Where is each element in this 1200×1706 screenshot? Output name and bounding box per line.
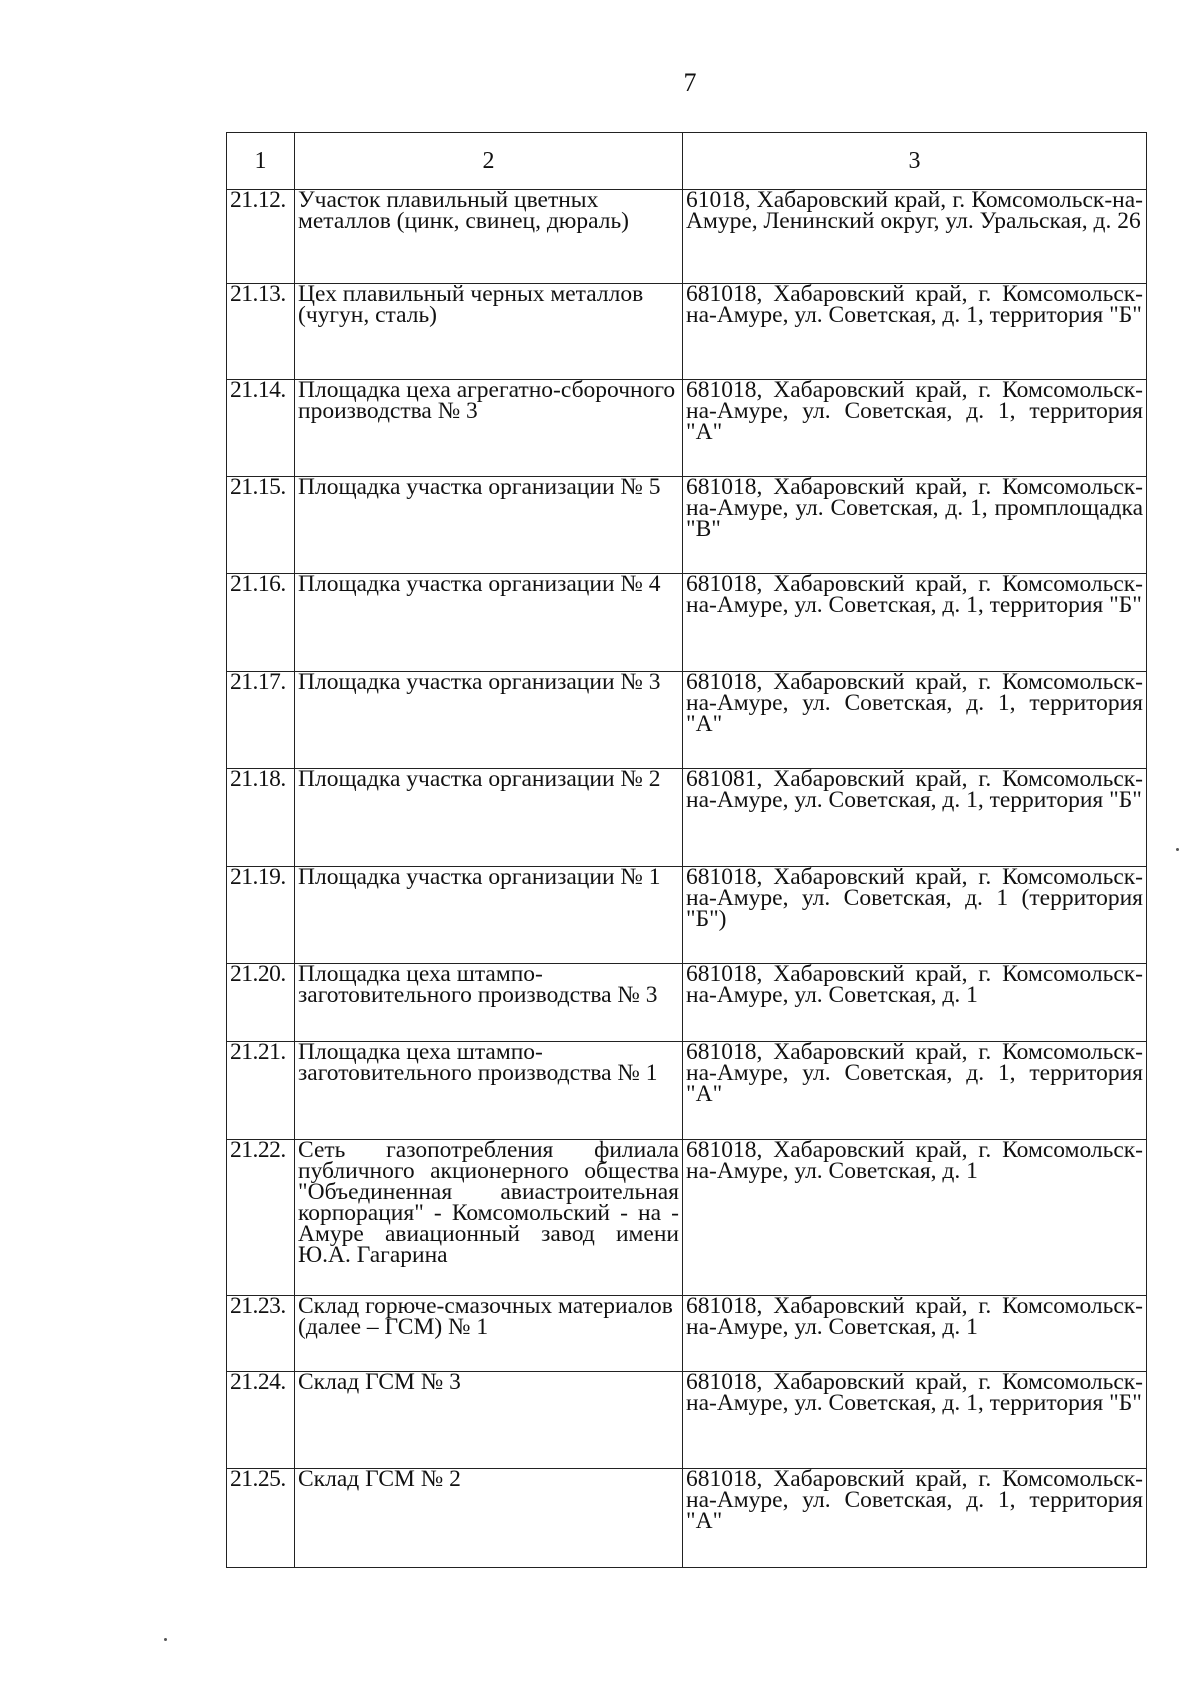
facility-address: 681018, Хабаровский край, г. Комсомольск-на-Амуре, ул. Советская, д. 1, территория "А" xyxy=(683,1469,1147,1568)
row-number: 21.17. xyxy=(227,672,295,769)
header-col-2: 2 xyxy=(295,133,683,190)
facilities-table xyxy=(226,132,1147,1568)
facility-address: 61018, Хабаровский край, г. Комсомольск-на-Амуре, Ленинский округ, ул. Уральская, д. 26 xyxy=(683,190,1147,284)
facility-name: Участок плавильный цветных металлов (цинк, свинец, дюраль) xyxy=(295,190,683,284)
facility-address: 681018, Хабаровский край, г. Комсомольск-на-Амуре, ул. Советская, д. 1, территория "А" xyxy=(683,1042,1147,1140)
facility-address: 681018, Хабаровский край, г. Комсомольск-на-Амуре, ул. Советская, д. 1 xyxy=(683,1296,1147,1372)
facility-address: 681018, Хабаровский край, г. Комсомольск-на-Амуре, ул. Советская, д. 1 xyxy=(683,1140,1147,1296)
row-number: 21.19. xyxy=(227,867,295,964)
table-row xyxy=(227,672,1147,769)
row-number: 21.23. xyxy=(227,1296,295,1372)
facility-name: Склад горюче-смазочных материалов (далее – ГСМ) № 1 xyxy=(295,1296,683,1372)
facility-name: Склад ГСМ № 2 xyxy=(295,1469,683,1568)
facility-name: Площадка участка организации № 1 xyxy=(295,867,683,964)
row-number: 21.16. xyxy=(227,574,295,672)
facility-name: Площадка участка организации № 2 xyxy=(295,769,683,867)
facility-name: Площадка участка организации № 5 xyxy=(295,477,683,574)
table-row xyxy=(227,867,1147,964)
table-row xyxy=(227,190,1147,284)
table-row xyxy=(227,477,1147,574)
table-row xyxy=(227,1042,1147,1140)
row-number: 21.15. xyxy=(227,477,295,574)
facility-name: Цех плавильный черных металлов (чугун, сталь) xyxy=(295,284,683,380)
row-number: 21.12. xyxy=(227,190,295,284)
facility-address: 681081, Хабаровский край, г. Комсомольск-на-Амуре, ул. Советская, д. 1, территория "Б" xyxy=(683,769,1147,867)
facility-address: 681018, Хабаровский край, г. Комсомольск-на-Амуре, ул. Советская, д. 1, территория "Б" xyxy=(683,284,1147,380)
header-col-3: 3 xyxy=(683,133,1147,190)
facility-address: 681018, Хабаровский край, г. Комсомольск-на-Амуре, ул. Советская, д. 1, территория "А" xyxy=(683,672,1147,769)
facility-name: Площадка цеха агрегатно-сборочного производства № 3 xyxy=(295,380,683,477)
row-number: 21.24. xyxy=(227,1372,295,1469)
facility-name: Площадка участка организации № 3 xyxy=(295,672,683,769)
table-row xyxy=(227,1469,1147,1568)
page-number: 7 xyxy=(683,68,697,97)
scan-speck xyxy=(1176,848,1179,851)
scan-speck xyxy=(164,1638,167,1641)
facility-address: 681018, Хабаровский край, г. Комсомольск-на-Амуре, ул. Советская, д. 1, территория "Б" xyxy=(683,1372,1147,1469)
facility-address: 681018, Хабаровский край, г. Комсомольск-на-Амуре, ул. Советская, д. 1, промплощадка "В" xyxy=(683,477,1147,574)
row-number: 21.22. xyxy=(227,1140,295,1296)
row-number: 21.13. xyxy=(227,284,295,380)
table-row xyxy=(227,964,1147,1042)
table-row xyxy=(227,1140,1147,1296)
facility-name: Сеть газопотребления филиала публичного акционерного общества "Объединенная авиастроительная корпорация" - Комсомольский - на - Амуре авиационный завод имени Ю.А. Гагарина xyxy=(295,1140,683,1296)
table-row xyxy=(227,380,1147,477)
facility-name: Площадка цеха штампо-заготовительного производства № 3 xyxy=(295,964,683,1042)
row-number: 21.18. xyxy=(227,769,295,867)
facility-name: Склад ГСМ № 3 xyxy=(295,1372,683,1469)
table-header-row xyxy=(227,133,1147,190)
row-number: 21.21. xyxy=(227,1042,295,1140)
facility-address: 681018, Хабаровский край, г. Комсомольск-на-Амуре, ул. Советская, д. 1 xyxy=(683,964,1147,1042)
table-row xyxy=(227,574,1147,672)
facility-name: Площадка цеха штампо-заготовительного производства № 1 xyxy=(295,1042,683,1140)
facility-name: Площадка участка организации № 4 xyxy=(295,574,683,672)
header-col-1: 1 xyxy=(227,133,295,190)
row-number: 21.14. xyxy=(227,380,295,477)
table-row xyxy=(227,1372,1147,1469)
facility-address: 681018, Хабаровский край, г. Комсомольск-на-Амуре, ул. Советская, д. 1 (территория "Б") xyxy=(683,867,1147,964)
table-row xyxy=(227,769,1147,867)
table-row xyxy=(227,1296,1147,1372)
facility-address: 681018, Хабаровский край, г. Комсомольск-на-Амуре, ул. Советская, д. 1, территория "Б" xyxy=(683,574,1147,672)
row-number: 21.20. xyxy=(227,964,295,1042)
facility-address: 681018, Хабаровский край, г. Комсомольск-на-Амуре, ул. Советская, д. 1, территория "А" xyxy=(683,380,1147,477)
table-row xyxy=(227,284,1147,380)
row-number: 21.25. xyxy=(227,1469,295,1568)
